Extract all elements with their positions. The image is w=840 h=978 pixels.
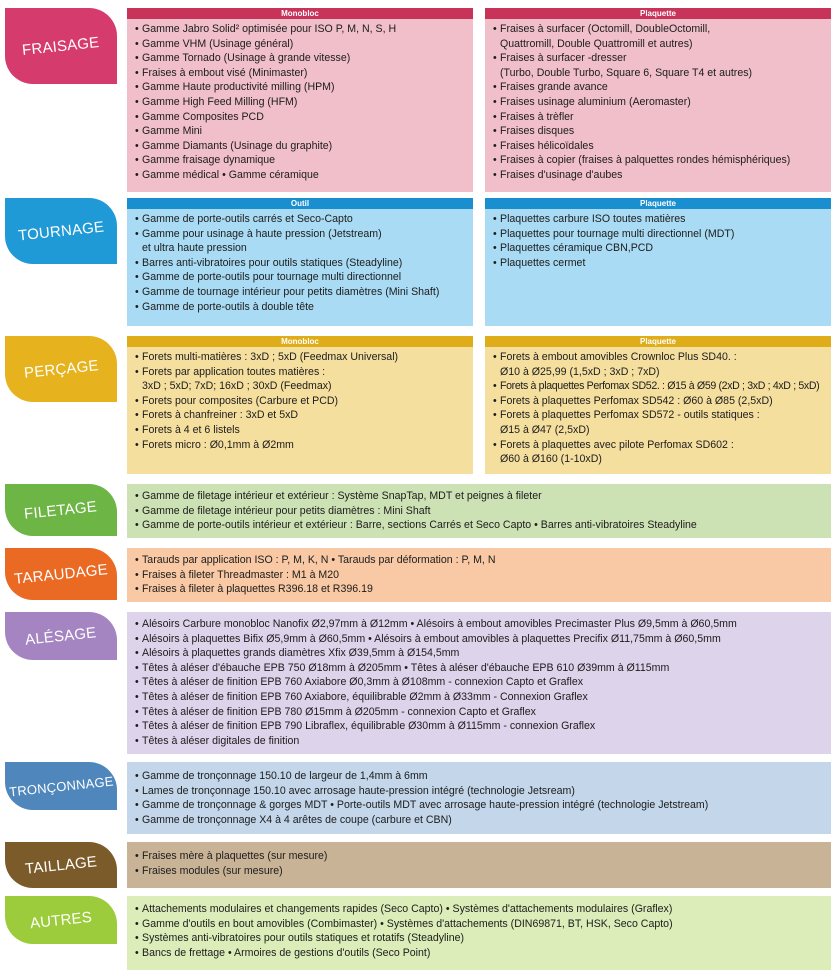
fraisage-plaquette-panel (485, 8, 831, 192)
list-item: • Têtes à aléser de finition EPB 790 Libraflex, équilibrable Ø30mm à Ø115mm - connexion Graflex (135, 719, 823, 734)
list-item: • Têtes à aléser de finition EPB 760 Axiabore Ø0,3mm à Ø108mm - connexion Capto et Graflex (135, 675, 823, 690)
filetage-panel (127, 484, 831, 538)
section-label: TAILLAGE (24, 852, 98, 878)
list-item: • Plaquettes pour tournage multi directionnel (MDT) (493, 227, 823, 242)
list-item: • Gamme de porte-outils intérieur et extérieur : Barre, sections Carrés et Seco Capto • Barres anti-vibratoires Steadyline (135, 518, 823, 533)
list-item: • Fraises à trèfler (493, 110, 823, 125)
list-item: • Gamme de filetage intérieur pour petits diamètres : Mini Shaft (135, 504, 823, 519)
list-item: • Fraises grande avance (493, 80, 823, 95)
section-tab-taillage (5, 842, 117, 888)
list-item: • Fraises disques (493, 124, 823, 139)
list-item: • Forets à chanfreiner : 3xD et 5xD (135, 408, 465, 423)
item-list (135, 849, 823, 878)
list-item: • Tarauds par application ISO : P, M, K, N • Tarauds par déformation : P, M, N (135, 553, 823, 568)
list-item: • Fraises à copier (fraises à palquettes rondes hémisphériques) (493, 153, 823, 168)
list-item: • Forets à plaquettes Perfomax SD542 : Ø60 à Ø85 (2,5xD) (493, 394, 823, 409)
list-item: • Gamme Tornado (Usinage à grande vitesse) (135, 51, 465, 66)
item-list (493, 22, 823, 183)
list-item: • Fraises d'usinage d'aubes (493, 168, 823, 183)
list-item: • Fraises modules (sur mesure) (135, 864, 823, 879)
list-item: • Systèmes anti-vibratoires pour outils statiques et rotatifs (Steadyline) (135, 931, 823, 946)
section-label: FILETAGE (23, 497, 99, 523)
percage-plaquette-panel (485, 336, 831, 474)
panel-header: Monobloc (127, 336, 473, 347)
list-item: • Attachements modulaires et changements rapides (Seco Capto) • Systèmes d'attachements modulaires (Graflex) (135, 902, 823, 917)
list-item: et ultra haute pression (142, 242, 247, 255)
panel-header: Plaquette (485, 198, 831, 209)
list-item: Ø10 à Ø25,99 (1,5xD ; 3xD ; 7xD) (500, 365, 660, 378)
section-tab-tournage (5, 198, 117, 264)
list-item: • Gamme de tronçonnage & gorges MDT • Porte-outils MDT avec arrosage haute-pression intégré (technologie Jetstream) (135, 798, 823, 813)
list-item: • Bancs de frettage • Armoires de gestions d'outils (Seco Point) (135, 946, 823, 961)
item-list (135, 212, 465, 314)
panel-header: Monobloc (127, 8, 473, 19)
list-item: • Gamme VHM (Usinage général) (135, 37, 465, 52)
list-item: • Gamme de filetage intérieur et extérieur : Système SnapTap, MDT et peignes à fileter (135, 489, 823, 504)
list-item: • Têtes à aléser digitales de finition (135, 734, 823, 749)
item-list (135, 617, 823, 748)
section-tab-taraudage (5, 548, 117, 600)
list-item: • Gamme High Feed Milling (HFM) (135, 95, 465, 110)
list-item: • Gamme médical • Gamme céramique (135, 168, 465, 183)
autres-panel (127, 896, 831, 970)
tournage-outil-panel (127, 198, 473, 326)
list-item: • Gamme Mini (135, 124, 465, 139)
section-label: PERÇAGE (22, 356, 100, 382)
section-tab-alesage (5, 612, 117, 660)
list-item: • Alésoirs à plaquettes Bifix Ø5,9mm à Ø60,5mm • Alésoirs à embout amovibles à plaquettes Precifix Ø11,75mm à Ø60,5mm (135, 632, 823, 647)
list-item: • Gamme d'outils en bout amovibles (Combimaster) • Systèmes d'attachements (DIN69871, BT, HSK, Seco Capto) (135, 917, 823, 932)
list-item: (Turbo, Double Turbo, Square 6, Square T4 et autres) (500, 66, 753, 79)
section-tab-percage (5, 336, 117, 402)
list-item: • Fraises à fileter à plaquettes R396.18 et R396.19 (135, 582, 823, 597)
section-tab-filetage (5, 484, 117, 536)
tronconnage-panel (127, 762, 831, 834)
list-item: • Forets à embout amovibles Crownloc Plus SD40. : (493, 350, 823, 365)
list-item: • Gamme Jabro Solid² optimisée pour ISO P, M, N, S, H (135, 22, 465, 37)
fraisage-monobloc-panel (127, 8, 473, 192)
item-list (135, 350, 465, 452)
item-list (135, 22, 465, 183)
list-item: • Fraises à fileter Threadmaster : M1 à M20 (135, 568, 823, 583)
list-item: • Fraises à surfacer -dresser (493, 51, 823, 66)
alesage-panel (127, 612, 831, 754)
list-item: • Gamme de porte-outils à double tête (135, 300, 465, 315)
list-item: 3xD ; 5xD; 7xD; 16xD ; 30xD (Feedmax) (142, 380, 332, 393)
panel-header: Outil (127, 198, 473, 209)
taillage-panel (127, 842, 831, 888)
percage-monobloc-panel (127, 336, 473, 474)
section-tab-tronconnage (5, 762, 117, 810)
list-item: • Forets à plaquettes Perfomax SD572 - outils statiques : (493, 408, 823, 423)
list-item: • Gamme de tronçonnage X4 à 4 arêtes de coupe (carbure et CBN) (135, 813, 823, 828)
section-label: FRAISAGE (21, 33, 101, 59)
list-item: • Forets à plaquettes Perfomax SD52. : Ø15 à Ø59 (2xD ; 3xD ; 4xD ; 5xD) (493, 379, 823, 394)
list-item: • Forets pour composites (Carbure et PCD) (135, 394, 465, 409)
list-item: • Gamme Composites PCD (135, 110, 465, 125)
list-item: • Gamme de tournage intérieur pour petits diamètres (Mini Shaft) (135, 285, 465, 300)
item-list (493, 350, 823, 467)
list-item: • Forets par application toutes matières : (135, 365, 465, 380)
list-item: • Fraises à embout visé (Minimaster) (135, 66, 465, 81)
list-item: • Alésoirs à plaquettes grands diamètres Xfix Ø39,5mm à Ø154,5mm (135, 646, 823, 661)
list-item: • Fraises à surfacer (Octomill, DoubleOctomill, (493, 22, 823, 37)
list-item: Quattromill, Double Quattromill et autres) (500, 37, 693, 50)
list-item: • Plaquettes cermet (493, 256, 823, 271)
list-item: • Gamme fraisage dynamique (135, 153, 465, 168)
section-label: TRONÇONNAGE (8, 773, 114, 799)
panel-header: Plaquette (485, 8, 831, 19)
list-item: • Gamme Haute productivité milling (HPM) (135, 80, 465, 95)
list-item: • Gamme de porte-outils carrés et Seco-Capto (135, 212, 465, 227)
list-item: • Alésoirs Carbure monobloc Nanofix Ø2,97mm à Ø12mm • Alésoirs à embout amovibles Precimaster Plus Ø9,5mm à Ø60,5mm (135, 617, 823, 632)
list-item: • Gamme de tronçonnage 150.10 de largeur de 1,4mm à 6mm (135, 769, 823, 784)
tournage-plaquette-panel (485, 198, 831, 326)
list-item: Ø15 à Ø47 (2,5xD) (500, 423, 590, 436)
section-label: ALÉSAGE (24, 623, 98, 649)
list-item: • Gamme de porte-outils pour tournage multi directionnel (135, 270, 465, 285)
list-item: • Têtes à aléser de finition EPB 780 Ø15mm à Ø205mm - connexion Capto et Graflex (135, 705, 823, 720)
list-item: • Forets à 4 et 6 listels (135, 423, 465, 438)
section-tab-autres (5, 896, 117, 944)
list-item: • Forets à plaquettes avec pilote Perfomax SD602 : (493, 438, 823, 453)
list-item: • Barres anti-vibratoires pour outils statiques (Steadyline) (135, 256, 465, 271)
item-list (135, 769, 823, 827)
taraudage-panel (127, 548, 831, 602)
list-item: • Fraises mère à plaquettes (sur mesure) (135, 849, 823, 864)
list-item: • Gamme pour usinage à haute pression (Jetstream) (135, 227, 465, 242)
list-item: • Têtes à aléser d'ébauche EPB 750 Ø18mm à Ø205mm • Têtes à aléser d'ébauche EPB 610 Ø39mm à Ø115mm (135, 661, 823, 676)
item-list (135, 553, 823, 597)
section-label: TARAUDAGE (13, 560, 109, 588)
section-label: TOURNAGE (17, 218, 105, 244)
section-tab-fraisage (5, 8, 117, 84)
list-item: • Forets multi-matières : 3xD ; 5xD (Feedmax Universal) (135, 350, 465, 365)
list-item: • Fraises usinage aluminium (Aeromaster) (493, 95, 823, 110)
item-list (493, 212, 823, 270)
list-item: • Têtes à aléser de finition EPB 760 Axiabore, équilibrable Ø2mm à Ø33mm - Connexion Graflex (135, 690, 823, 705)
panel-header: Plaquette (485, 336, 831, 347)
list-item: • Fraises hélicoïdales (493, 139, 823, 154)
list-item: Ø60 à Ø160 (1-10xD) (500, 453, 602, 466)
section-label: AUTRES (29, 908, 93, 932)
list-item: • Gamme Diamants (Usinage du graphite) (135, 139, 465, 154)
list-item: • Plaquettes carbure ISO toutes matières (493, 212, 823, 227)
list-item: • Lames de tronçonnage 150.10 avec arrosage haute-pression intégré (technologie Jetsream) (135, 784, 823, 799)
list-item: • Forets micro : Ø0,1mm à Ø2mm (135, 438, 465, 453)
item-list (135, 902, 823, 960)
list-item: • Plaquettes céramique CBN,PCD (493, 241, 823, 256)
item-list (135, 489, 823, 533)
